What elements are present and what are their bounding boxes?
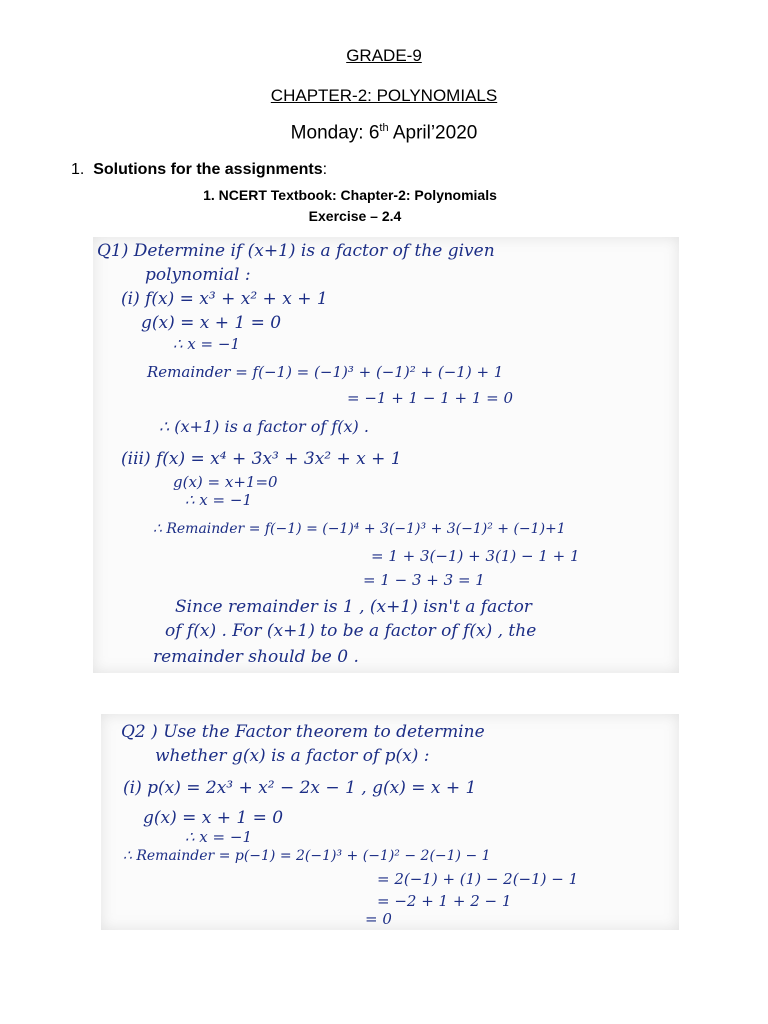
handwritten-line: ∴ x = −1 bbox=[173, 335, 240, 353]
solutions-title: Solutions for the assignments bbox=[93, 161, 323, 178]
exercise-label: Exercise – 2.4 bbox=[308, 208, 402, 224]
handwritten-solution-q2-photo bbox=[101, 714, 679, 930]
ncert-subheading: 1. NCERT Textbook: Chapter-2: Polynomials bbox=[203, 187, 497, 203]
grade-heading: GRADE-9 bbox=[346, 46, 422, 65]
handwritten-solution-q1-photo bbox=[93, 237, 679, 673]
handwritten-line: ∴ Remainder = p(−1) = 2(−1)³ + (−1)² − 2(−1) − 1 bbox=[123, 848, 491, 864]
handwritten-line: = −2 + 1 + 2 − 1 bbox=[377, 892, 512, 910]
handwritten-line: Remainder = f(−1) = (−1)³ + (−1)² + (−1) + 1 bbox=[147, 363, 504, 381]
handwritten-line: (iii) f(x) = x⁴ + 3x³ + 3x² + x + 1 bbox=[121, 449, 402, 469]
handwritten-line: g(x) = x+1=0 bbox=[173, 473, 278, 491]
handwritten-line: ∴ Remainder = f(−1) = (−1)⁴ + 3(−1)³ + 3(−1)² + (−1)+1 bbox=[153, 521, 566, 537]
handwritten-line: = −1 + 1 − 1 + 1 = 0 bbox=[347, 389, 514, 407]
handwritten-line: = 1 + 3(−1) + 3(1) − 1 + 1 bbox=[371, 547, 580, 565]
handwritten-line: g(x) = x + 1 = 0 bbox=[143, 808, 284, 828]
solutions-heading bbox=[71, 161, 327, 179]
solutions-colon: : bbox=[322, 161, 328, 178]
handwritten-line: = 1 − 3 + 3 = 1 bbox=[363, 571, 485, 589]
handwritten-line: ∴ x = −1 bbox=[185, 491, 252, 509]
handwritten-line: ∴ (x+1) is a factor of f(x) . bbox=[159, 417, 369, 436]
date-ordinal: th bbox=[379, 122, 389, 134]
handwritten-line: Q2 ) Use the Factor theorem to determine bbox=[121, 722, 485, 742]
handwritten-line: remainder should be 0 . bbox=[153, 647, 359, 667]
handwritten-line: Q1) Determine if (x+1) is a factor of the given bbox=[97, 241, 495, 261]
handwritten-line: = 2(−1) + (1) − 2(−1) − 1 bbox=[377, 870, 579, 888]
handwritten-line: whether g(x) is a factor of p(x) : bbox=[155, 746, 430, 766]
handwritten-line: g(x) = x + 1 = 0 bbox=[141, 313, 282, 333]
handwritten-line: Since remainder is 1 , (x+1) isn't a factor bbox=[175, 597, 532, 617]
date-suffix: April’2020 bbox=[388, 122, 478, 144]
date-heading bbox=[0, 122, 768, 144]
handwritten-line: ∴ x = −1 bbox=[185, 828, 252, 846]
date-prefix: Monday: 6 bbox=[290, 122, 380, 144]
handwritten-line: = 0 bbox=[365, 910, 392, 928]
solutions-number: 1. bbox=[71, 161, 85, 178]
handwritten-line: of f(x) . For (x+1) to be a factor of f(x) , the bbox=[165, 621, 537, 641]
handwritten-line: polynomial : bbox=[145, 265, 251, 285]
handwritten-line: (i) f(x) = x³ + x² + x + 1 bbox=[121, 289, 328, 309]
handwritten-line: (i) p(x) = 2x³ + x² − 2x − 1 , g(x) = x + 1 bbox=[123, 778, 477, 798]
chapter-heading: CHAPTER-2: POLYNOMIALS bbox=[270, 86, 498, 105]
